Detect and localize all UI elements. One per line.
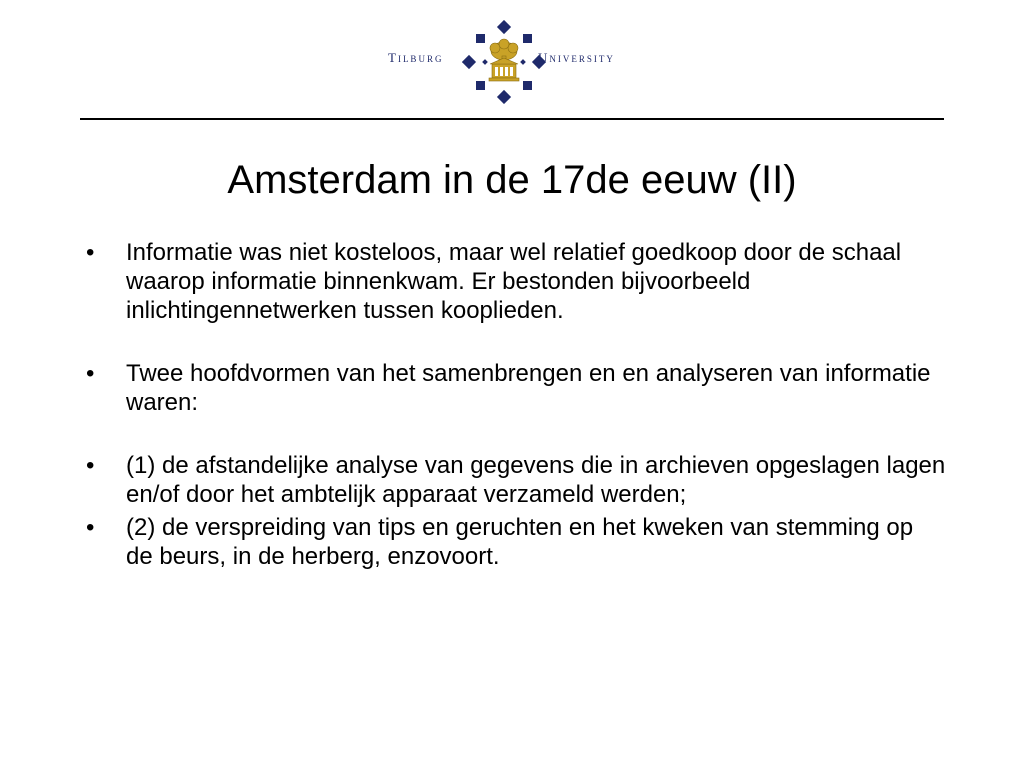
header-divider — [80, 118, 944, 120]
bullet-text: Twee hoofdvormen van het samenbrengen en en analyseren van informatie waren: — [126, 360, 931, 416]
university-crest-icon — [462, 20, 546, 104]
bullet-marker: • — [86, 239, 95, 266]
bullet-item — [86, 238, 946, 325]
bullet-marker: • — [86, 514, 95, 541]
bullet-item — [86, 359, 946, 417]
bullet-text: (2) de verspreiding van tips en geruchten en het kweken van stemming op de beurs, in de herberg, enzovoort. — [126, 514, 914, 570]
bullet-marker: • — [86, 360, 95, 387]
bullet-text: (1) de afstandelijke analyse van gegevens die in archieven opgeslagen lagen en/of door het ambtelijk apparaat verzameld werden; — [126, 452, 946, 508]
bullet-item — [86, 451, 946, 509]
bullet-marker: • — [86, 452, 95, 479]
tilburg-university-logo — [384, 20, 644, 104]
slide-title: Amsterdam in de 17de eeuw (II) — [227, 158, 797, 202]
logo-word-tilburg: Tilburg — [388, 50, 444, 65]
slide-header — [0, 0, 1024, 118]
bullet-item — [86, 513, 946, 571]
bullet-text: Informatie was niet kosteloos, maar wel relatief goedkoop door de schaal waarop informatie binnenkwam. Er bestonden bijvoorbeeld inlichtingennetwerken tussen kooplieden. — [126, 239, 902, 324]
bullet-list — [86, 238, 946, 571]
logo-word-university: University — [538, 50, 615, 65]
